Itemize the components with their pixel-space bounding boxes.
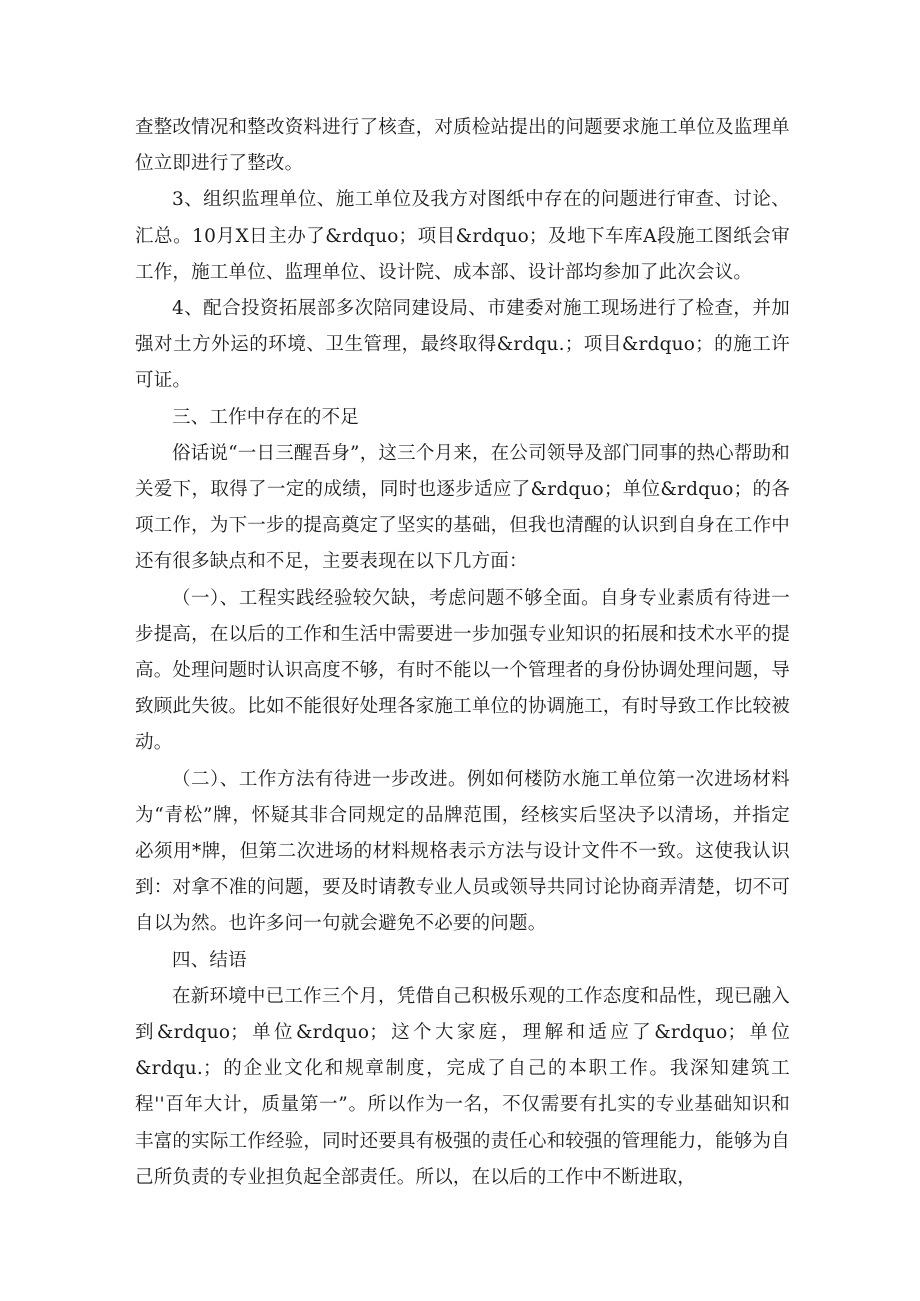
section-heading-shortcomings: 三、工作中存在的不足: [172, 406, 360, 428]
paragraph-rectification-check: 查整改情况和整改资料进行了核查，对质检站提出的问题要求施工单位及监理单位立即进行了整改。: [135, 117, 790, 175]
document-body: [135, 110, 790, 1196]
paragraph-shortcomings-intro: 俗话说“一日三醒吾身”，这三个月来，在公司领导及部门同事的热心帮助和关爱下，取得了一定的成绩，同时也逐步适应了&rdquo；单位&rdquo；的各项工作，为下一步的提高奠定了坚实的基础，但我也清醒的认识到自身在工作中还有很多缺点和不足，主要表现在以下几方面：: [135, 442, 790, 573]
paragraph-drawing-review: 3、组织监理单位、施工单位及我方对图纸中存在的问题进行审查、讨论、汇总。10月X日主办了&rdquo；项目&rdquo；及地下车库A段施工图纸会审工作，施工单位、监理单位、设计院、成本部、设计部均参加了此次会议。: [135, 189, 790, 283]
paragraph-construction-permit: 4、配合投资拓展部多次陪同建设局、市建委对施工现场进行了检查，并加强对土方外运的环境、卫生管理，最终取得&rdqu.；项目&rdquo；的施工许可证。: [135, 298, 790, 392]
paragraph-conclusion: 在新环境中已工作三个月，凭借自己积极乐观的工作态度和品性，现已融入到&rdquo；单位&rdquo；这个大家庭，理解和适应了&rdquo；单位&rdqu.；的企业文化和规章制度，完成了自己的本职工作。我深知建筑工程''百年大计，质量第一”。所以作为一名，不仅需要有扎实的专业基础知识和丰富的实际工作经验，同时还要具有极强的责任心和较强的管理能力，能够为自己所负责的专业担负起全部责任。所以，在以后的工作中不断进取，: [135, 985, 790, 1188]
paragraph-shortcoming-two: （二）、工作方法有待进一步改进。例如何楼防水施工单位第一次进场材料为“青松”牌，怀疑其非合同规定的品牌范围，经核实后坚决予以清场，并指定必须用*牌，但第二次进场的材料规格表示方法与设计文件不一致。这使我认识到：对拿不准的问题，要及时请教专业人员或领导共同讨论协商弄清楚，切不可自以为然。也许多问一句就会避免不必要的问题。: [135, 768, 790, 935]
paragraph-shortcoming-one: （一）、工程实践经验较欠缺，考虑问题不够全面。自身专业素质有待进一步提高，在以后的工作和生活中需要进一步加强专业知识的拓展和技术水平的提高。处理问题时认识高度不够，有时不能以一个管理者的身份协调处理问题，导致顾此失彼。比如不能很好处理各家施工单位的协调施工，有时导致工作比较被动。: [135, 587, 790, 754]
section-heading-conclusion: 四、结语: [172, 949, 247, 971]
